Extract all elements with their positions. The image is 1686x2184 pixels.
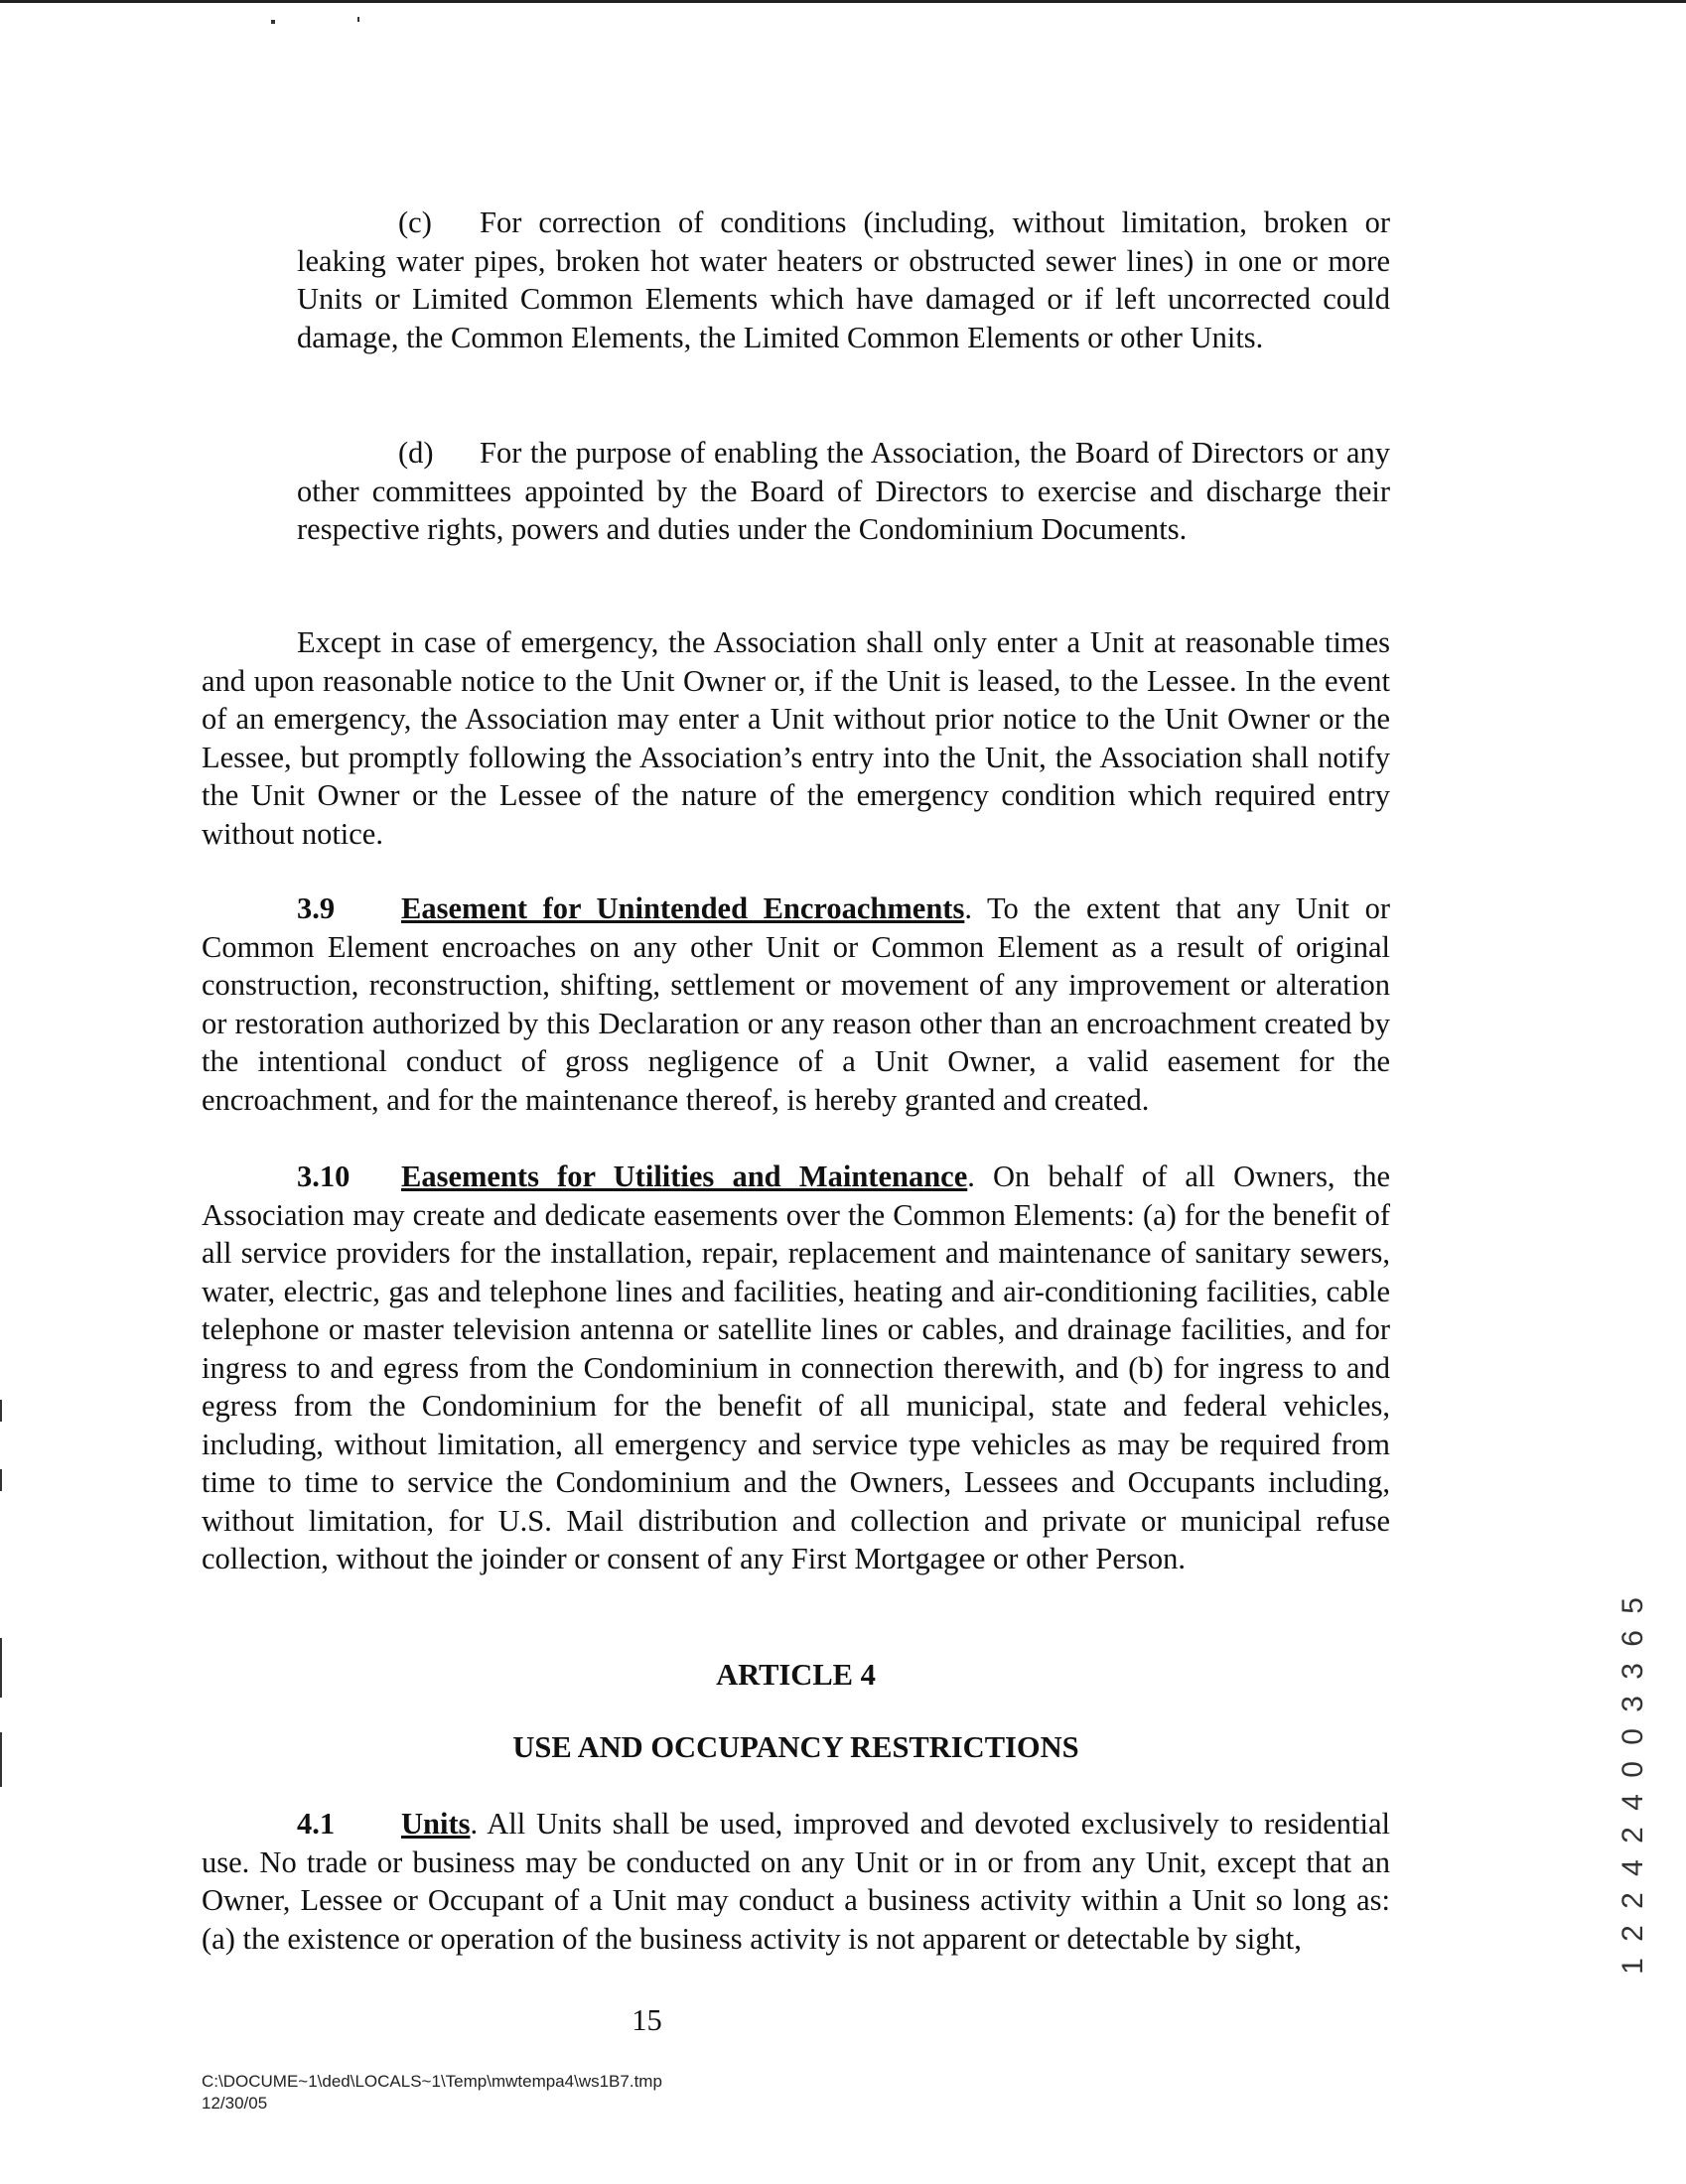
scan-artifact [271, 20, 275, 24]
section-3-10-number: 3.10 [297, 1160, 351, 1193]
paragraph-d-label: (d) [398, 436, 434, 470]
section-3-9-title: Easement for Unintended Encroachments [401, 891, 965, 925]
section-4-1-number: 4.1 [297, 1807, 336, 1841]
page-number: 15 [632, 2003, 662, 2037]
footer [202, 2071, 662, 2115]
article-heading: ARTICLE 4 [716, 1658, 876, 1692]
section-4-1-text: . All Units shall be used, improved and devoted exclusively to residential use. No trade or business may be conducted on any Unit or in or from any Unit, except that an Owner, Lessee or Occupant of a Unit may conduct a business activity within a Unit so long as: (a) the existence or operation of the business activity is not apparent or detectable by sight, [202, 1807, 1390, 1956]
section-3-10-text: . On behalf of all Owners, the Association may create and dedicate easements over the Common Elements: (a) for the benefit of all service providers for the installation, repair, replacement and maintenance of sanitary sewers, water, electric, gas and telephone lines and facilities, heating and air-conditioning facilities, cable telephone or master television antenna or satellite lines or cables, and drainage facilities, and for ingress to and egress from the Condominium in connection therewith, and (b) for ingress to and egress from the Condominium for the benefit of all municipal, state and federal vehicles, including, without limitation, all emergency and service type vehicles as may be required from time to time to service the Condominium and the Owners, Lessees and Occupants including, without limitation, for U.S. Mail distribution and collection and private or municipal refuse collection, without the joinder or consent of any First Mortgagee or other Person. [202, 1160, 1390, 1575]
footer-file-path: C:\DOCUME~1\ded\LOCALS~1\Temp\mwtempa4\ws1B7.tmp [202, 2072, 662, 2091]
side-recording-stamp: 1 2 2 4 2 4 0 0 3 3 6 5 [1616, 1593, 1649, 1975]
paragraph-c-text: For correction of conditions (including, without limitation, broken or leaking water pipes, broken hot water heaters or obstructed sewer lines) in one or more Units or Limited Common Elements which have damaged or if left uncorrected could damage, the Common Elements, the Limited Common Elements or other Units. [297, 205, 1390, 354]
section-4-1-title: Units [401, 1807, 471, 1841]
paragraph-c-label: (c) [398, 205, 432, 239]
paragraph-d [297, 434, 1390, 549]
scan-artifact [357, 17, 359, 22]
top-border-line [0, 0, 1686, 3]
paragraph-d-text: For the purpose of enabling the Association, the Board of Directors or any other committees appointed by the Board of Directors to exercise and discharge their respective rights, powers and duties under the Condominium Documents. [297, 436, 1390, 546]
footer-date: 12/30/05 [202, 2094, 268, 2113]
section-3-10 [202, 1158, 1390, 1578]
paragraph-c [297, 204, 1390, 356]
scan-artifact [0, 1638, 2, 1698]
article-title: USE AND OCCUPANCY RESTRICTIONS [512, 1730, 1079, 1764]
section-3-9-text: . To the extent that any Unit or Common Element encroaches on any other Unit or Common Element as a result of original construction, reconstruction, shifting, settlement or movement of any improvement or alteration or restoration authorized by this Declaration or any reason other than an encroachment created by the intentional conduct of gross negligence of a Unit Owner, a valid easement for the encroachment, and for the maintenance thereof, is hereby granted and created. [202, 891, 1391, 1117]
section-3-9 [202, 889, 1390, 1119]
scan-artifact [0, 1469, 2, 1491]
section-3-9-number: 3.9 [297, 891, 336, 925]
section-4-1 [202, 1805, 1390, 1958]
paragraph-emergency [202, 623, 1390, 853]
section-3-10-title: Easements for Utilities and Maintenance [401, 1160, 968, 1193]
scan-artifact [0, 1400, 2, 1422]
paragraph-emergency-text: Except in case of emergency, the Association shall only enter a Unit at reasonable times and upon reasonable notice to the Unit Owner or, if the Unit is leased, to the Lessee. In the event of an emergency, the Association may enter a Unit without prior notice to the Unit Owner or the Lessee, but promptly following the Association’s entry into the Unit, the Association shall notify the Unit Owner or the Lessee of the nature of the emergency condition which required entry without notice. [202, 625, 1390, 851]
scan-artifact [0, 1732, 2, 1787]
